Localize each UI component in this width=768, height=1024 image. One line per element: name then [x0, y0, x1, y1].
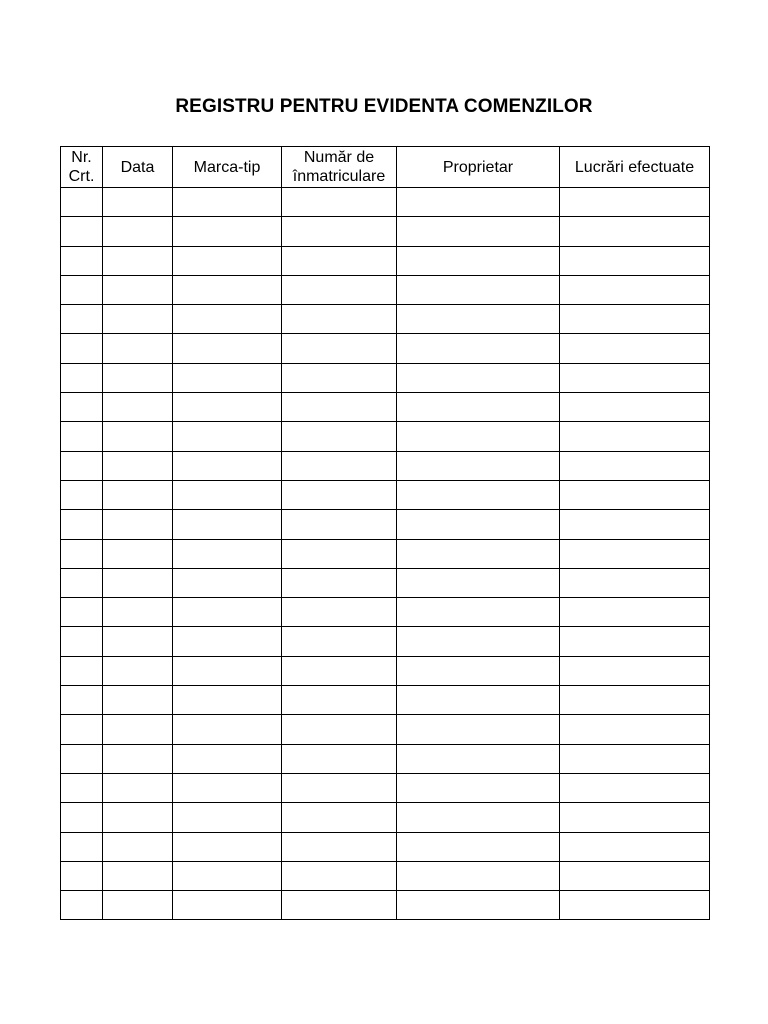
table-cell [61, 422, 103, 451]
table-cell [61, 773, 103, 802]
table-cell [173, 334, 282, 363]
table-cell [173, 188, 282, 217]
table-cell [173, 246, 282, 275]
table-row [61, 627, 710, 656]
table-row [61, 188, 710, 217]
table-row [61, 305, 710, 334]
table-cell [173, 861, 282, 890]
table-cell [282, 686, 397, 715]
table-row [61, 275, 710, 304]
table-cell [173, 656, 282, 685]
table-cell [397, 393, 560, 422]
table-header-row [61, 147, 710, 188]
table-cell [61, 627, 103, 656]
column-header-line: Crt. [68, 168, 95, 185]
table-cell [397, 891, 560, 920]
table-cell [560, 217, 710, 246]
table-cell [560, 363, 710, 392]
table-cell [282, 246, 397, 275]
table-cell [282, 568, 397, 597]
table-cell [61, 715, 103, 744]
table-cell [173, 363, 282, 392]
page-title: REGISTRU PENTRU EVIDENTA COMENZILOR [175, 96, 593, 117]
table-row [61, 422, 710, 451]
table-cell [397, 275, 560, 304]
table-cell [282, 598, 397, 627]
table-cell [397, 656, 560, 685]
table-cell [173, 891, 282, 920]
table-cell [103, 393, 173, 422]
column-header-numar-inmatriculare [282, 147, 397, 188]
table-cell [173, 275, 282, 304]
table-cell [397, 803, 560, 832]
table-cell [103, 891, 173, 920]
table-row [61, 217, 710, 246]
column-header-marca-tip [173, 147, 282, 188]
table-cell [173, 715, 282, 744]
table-row [61, 246, 710, 275]
table-cell [61, 744, 103, 773]
table-cell [103, 451, 173, 480]
table-cell [560, 451, 710, 480]
table-cell [173, 832, 282, 861]
table-cell [103, 275, 173, 304]
table-cell [173, 480, 282, 509]
table-cell [61, 539, 103, 568]
table-cell [61, 188, 103, 217]
table-row [61, 744, 710, 773]
table-row [61, 480, 710, 509]
table-row [61, 686, 710, 715]
table-cell [103, 832, 173, 861]
table-cell [173, 539, 282, 568]
table-cell [61, 305, 103, 334]
table-cell [61, 832, 103, 861]
table-cell [397, 334, 560, 363]
table-cell [560, 568, 710, 597]
table-cell [103, 627, 173, 656]
table-cell [397, 422, 560, 451]
table-cell [103, 568, 173, 597]
table-cell [397, 217, 560, 246]
table-cell [560, 480, 710, 509]
table-cell [397, 305, 560, 334]
table-cell [282, 480, 397, 509]
table-cell [61, 275, 103, 304]
table-cell [282, 861, 397, 890]
table-cell [173, 803, 282, 832]
table-cell [61, 568, 103, 597]
table-cell [103, 656, 173, 685]
table-cell [282, 363, 397, 392]
table-cell [61, 861, 103, 890]
table-cell [282, 188, 397, 217]
table-row [61, 656, 710, 685]
column-header-proprietar [397, 147, 560, 188]
table-cell [282, 715, 397, 744]
table-cell [103, 246, 173, 275]
table-cell [103, 480, 173, 509]
column-header-line: Lucrări efectuate [574, 158, 695, 176]
table-cell [61, 393, 103, 422]
table-cell [560, 773, 710, 802]
table-cell [560, 422, 710, 451]
table-cell [397, 832, 560, 861]
table-cell [560, 539, 710, 568]
table-cell [282, 539, 397, 568]
table-cell [397, 861, 560, 890]
column-header-line: Marca-tip [193, 158, 261, 176]
table-row [61, 451, 710, 480]
table-cell [61, 686, 103, 715]
table-cell [103, 305, 173, 334]
table-cell [103, 539, 173, 568]
table-cell [560, 510, 710, 539]
table-cell [560, 744, 710, 773]
table-cell [560, 656, 710, 685]
table-cell [560, 686, 710, 715]
table-cell [61, 246, 103, 275]
table-cell [397, 744, 560, 773]
column-header-nr-crt [61, 147, 103, 188]
column-header-line: Data [120, 158, 155, 176]
column-header-line: Număr de [303, 149, 375, 166]
table-cell [61, 334, 103, 363]
table-cell [173, 451, 282, 480]
column-header-lucrari-efectuate [560, 147, 710, 188]
table-cell [282, 451, 397, 480]
table-cell [61, 891, 103, 920]
table-cell [560, 334, 710, 363]
table-row [61, 773, 710, 802]
table-cell [397, 598, 560, 627]
table-cell [103, 686, 173, 715]
table-cell [173, 686, 282, 715]
table-cell [103, 598, 173, 627]
table-cell [103, 422, 173, 451]
table-cell [397, 246, 560, 275]
table-cell [560, 188, 710, 217]
table-row [61, 891, 710, 920]
table-cell [397, 363, 560, 392]
table-cell [397, 773, 560, 802]
table-cell [103, 510, 173, 539]
table-cell [397, 627, 560, 656]
table-cell [397, 686, 560, 715]
table-cell [173, 598, 282, 627]
table-cell [103, 715, 173, 744]
table-cell [173, 510, 282, 539]
table-cell [173, 217, 282, 246]
table-cell [61, 480, 103, 509]
table-cell [397, 715, 560, 744]
table-cell [282, 510, 397, 539]
table-cell [282, 275, 397, 304]
table-cell [103, 363, 173, 392]
table-cell [173, 305, 282, 334]
table-cell [560, 598, 710, 627]
table-row [61, 334, 710, 363]
table-cell [103, 334, 173, 363]
table-cell [61, 363, 103, 392]
table-cell [282, 832, 397, 861]
table-row [61, 598, 710, 627]
table-body [61, 188, 710, 920]
table-cell [282, 773, 397, 802]
table-cell [560, 891, 710, 920]
table-cell [173, 627, 282, 656]
table-cell [173, 568, 282, 597]
table-cell [61, 510, 103, 539]
table-cell [397, 188, 560, 217]
table-cell [61, 656, 103, 685]
table-cell [173, 773, 282, 802]
table-cell [103, 861, 173, 890]
table-cell [282, 803, 397, 832]
table-cell [103, 217, 173, 246]
table-row [61, 832, 710, 861]
table-row [61, 393, 710, 422]
table-cell [397, 539, 560, 568]
table-cell [397, 480, 560, 509]
column-header-data [103, 147, 173, 188]
table-cell [560, 305, 710, 334]
table-row [61, 510, 710, 539]
table-cell [560, 832, 710, 861]
table-row [61, 803, 710, 832]
table-row [61, 568, 710, 597]
table-cell [282, 627, 397, 656]
table-cell [560, 715, 710, 744]
table-cell [397, 568, 560, 597]
table-cell [173, 744, 282, 773]
table-cell [103, 188, 173, 217]
table-cell [282, 744, 397, 773]
table-cell [173, 393, 282, 422]
table-cell [61, 451, 103, 480]
column-header-line: Proprietar [442, 158, 514, 176]
table-cell [397, 510, 560, 539]
table-cell [282, 305, 397, 334]
table-cell [282, 217, 397, 246]
table-cell [397, 451, 560, 480]
table-cell [282, 422, 397, 451]
column-header-line: Nr. [71, 149, 92, 166]
table-cell [103, 773, 173, 802]
table-cell [103, 803, 173, 832]
table-row [61, 861, 710, 890]
table-cell [560, 246, 710, 275]
orders-register-table [60, 146, 710, 920]
table-cell [560, 861, 710, 890]
table-cell [560, 393, 710, 422]
table-row [61, 715, 710, 744]
table-cell [282, 334, 397, 363]
table-cell [173, 422, 282, 451]
table-cell [560, 803, 710, 832]
table-row [61, 539, 710, 568]
table-cell [61, 217, 103, 246]
table-cell [282, 891, 397, 920]
table-cell [61, 598, 103, 627]
table-cell [560, 275, 710, 304]
table-cell [560, 627, 710, 656]
table-cell [103, 744, 173, 773]
table-row [61, 363, 710, 392]
column-header-line: înmatriculare [292, 168, 386, 185]
table-cell [61, 803, 103, 832]
table-cell [282, 656, 397, 685]
table-cell [282, 393, 397, 422]
